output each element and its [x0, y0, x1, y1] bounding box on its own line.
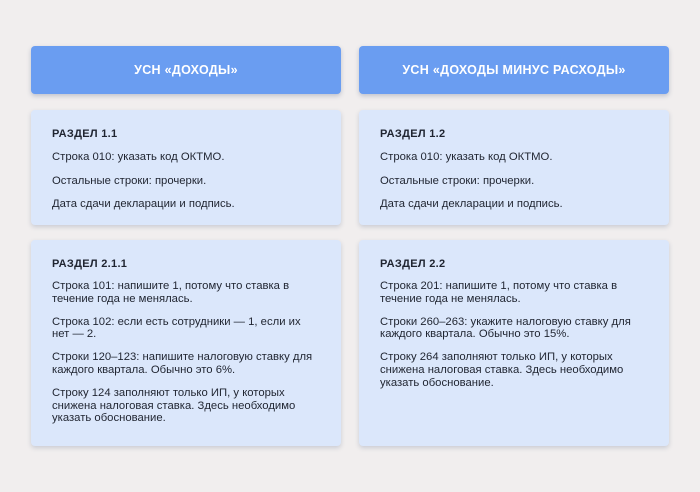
section-line: Остальные строки: прочерки. [380, 174, 535, 187]
section-line: Строка 101: напишите 1, потому что ставка в течение года не менялась. [52, 280, 290, 305]
column-header-usn-income: УСН «ДОХОДЫ» [31, 46, 341, 94]
section-title: РАЗДЕЛ 2.2 [380, 258, 446, 270]
section-line: Строку 264 заполняют только ИП, у которых снижена налоговая ставка. Здесь необходимо указать обоснование. [380, 351, 624, 389]
section-line: Строку 124 заполняют только ИП, у которых снижена налоговая ставка. Здесь необходимо указать обоснование. [52, 387, 296, 425]
section-line: Строка 010: указать код ОКТМО. [52, 151, 225, 163]
section-line: Строка 201: напишите 1, потому что ставка в течение года не менялась. [380, 280, 618, 305]
column-header-usn-income-minus-expenses: УСН «ДОХОДЫ МИНУС РАСХОДЫ» [359, 46, 669, 94]
section-title: РАЗДЕЛ 2.1.1 [52, 258, 128, 270]
section-line: Строки 260–263: укажите налоговую ставку для каждого квартала. Обычно это 15%. [380, 315, 631, 341]
section-line: Дата сдачи декларации и подпись. [52, 198, 235, 211]
section-card-2-2 [359, 240, 669, 446]
section-line: Строка 102: если есть сотрудники — 1, если их нет — 2. [52, 315, 301, 341]
section-card-1-1 [31, 110, 341, 225]
section-line: Строки 120–123: напишите налоговую ставку для каждого квартала. Обычно это 6%. [52, 351, 313, 376]
section-title: РАЗДЕЛ 1.1 [52, 128, 118, 140]
section-card-1-2 [359, 110, 669, 225]
section-line: Остальные строки: прочерки. [52, 174, 207, 187]
section-card-2-1-1 [31, 240, 341, 446]
section-title: РАЗДЕЛ 1.2 [380, 128, 446, 140]
section-line: Строка 010: указать код ОКТМО. [380, 151, 553, 163]
section-line: Дата сдачи декларации и подпись. [380, 198, 563, 211]
